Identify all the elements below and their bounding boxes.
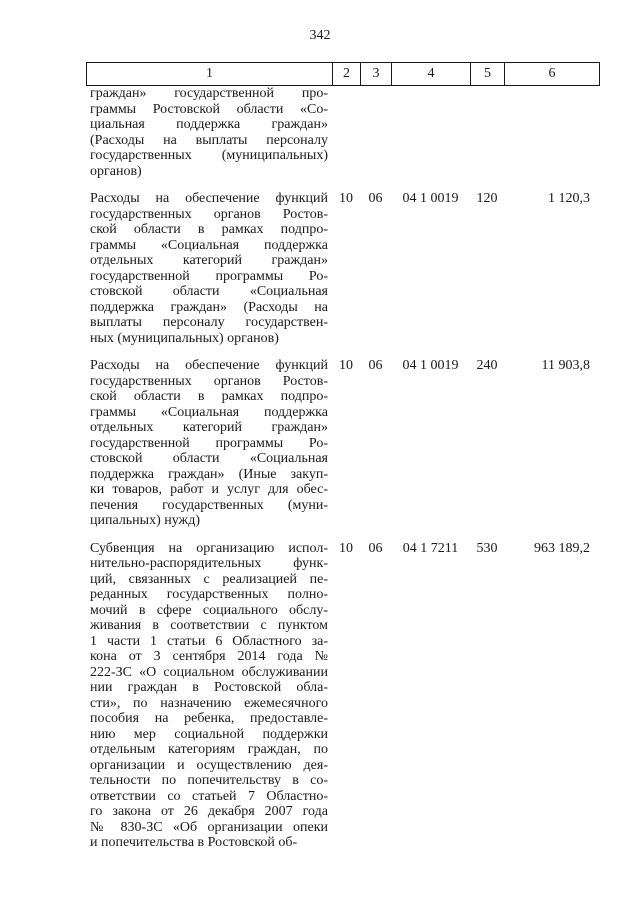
row-target-code (391, 86, 470, 179)
row-description (86, 191, 332, 346)
table-row (86, 191, 600, 346)
row-expense-type: 530 (476, 540, 498, 556)
description-line: ской области в рамках подпро- (90, 222, 328, 237)
description-line: государственной программы Ро- (90, 268, 328, 284)
description-line: 222-ЗС «О социальном обслуживании (90, 664, 328, 680)
description-line: (Расходы на выплаты персоналу (90, 132, 328, 148)
row-section (332, 86, 360, 179)
row-expense-type: 240 (476, 358, 498, 373)
page-number: 342 (309, 28, 331, 43)
row-description (86, 86, 332, 179)
column-header-1: 1 (87, 63, 333, 85)
row-target-code: 04 1 0019 (402, 191, 459, 206)
description-line: ций, связанных с реализацией пе- (90, 571, 328, 587)
description-line: организации и осуществлению дея- (90, 757, 328, 773)
description-line: ской области в рамках подпро- (90, 389, 328, 404)
table-body (86, 86, 600, 851)
description-line: граммы Ростовской области «Со- (90, 101, 328, 117)
description-line: пособия на ребенка, предоставле- (90, 711, 328, 726)
row-subsection: 06 (368, 358, 383, 373)
description-line: отдельных категорий граждан» (90, 253, 328, 268)
column-header-5: 5 (471, 63, 505, 85)
description-line: стовской области «Социальная (90, 284, 328, 299)
description-line: ных (муниципальных) органов) (90, 330, 279, 346)
description-line: Расходы на обеспечение функций (90, 191, 328, 206)
row-expense-type: 120 (476, 191, 498, 206)
column-header-4: 4 (392, 63, 471, 85)
description-line: государственной программы Ро- (90, 435, 328, 451)
row-amount: 1 120,3 (548, 191, 590, 206)
row-section: 10 (339, 540, 353, 556)
row-subsection: 06 (368, 540, 383, 556)
description-line: граждан» государственной про- (90, 86, 328, 101)
description-line: ответствии со статьей 7 Областно- (90, 788, 328, 804)
row-description (86, 358, 332, 529)
description-line: Расходы на обеспечение функций (90, 358, 328, 373)
column-header-2: 2 (333, 63, 361, 85)
description-line: и попечительства в Ростовской об- (90, 835, 298, 850)
description-line: органов) (90, 163, 142, 179)
row-section: 10 (339, 358, 353, 373)
description-line: ципальных) нужд) (90, 513, 201, 528)
description-line: поддержка граждан» (Расходы на (90, 299, 328, 315)
description-line: го закона от 26 декабря 2007 года (90, 804, 328, 819)
row-amount: 963 189,2 (534, 540, 590, 556)
row-amount: 11 903,8 (541, 358, 590, 373)
column-header-3: 3 (361, 63, 392, 85)
description-line: живания в соответствии с пунктом (90, 618, 328, 633)
row-subsection: 06 (368, 191, 383, 206)
description-line: государственных (муниципальных) (90, 148, 328, 163)
row-target-code: 04 1 7211 (402, 540, 459, 556)
description-line: циальная поддержка граждан» (90, 117, 328, 132)
column-header-6: 6 (548, 66, 556, 81)
row-description (86, 541, 332, 851)
table-row (86, 86, 600, 179)
description-line: тельности по попечительству в со- (90, 773, 328, 788)
description-line: граммы «Социальная поддержка (90, 404, 328, 420)
description-line: поддержка граждан» (Иные закуп- (90, 466, 328, 482)
description-line: выплаты персоналу государствен- (90, 315, 328, 330)
description-line: печения государственных (муни- (90, 497, 328, 513)
row-expense-type (470, 86, 504, 179)
description-line: стовской области «Социальная (90, 451, 328, 466)
description-line: 1 части 1 статьи 6 Областного за- (90, 633, 328, 649)
table-row (86, 541, 600, 851)
description-line: реданных государственных полно- (90, 587, 328, 602)
row-amount (504, 86, 598, 179)
row-target-code: 04 1 0019 (402, 358, 459, 373)
description-line: отдельным категориям граждан, по (90, 742, 328, 757)
description-line: государственных органов Ростов- (90, 373, 328, 389)
table-header (86, 62, 600, 86)
description-line: мочий в сфере социального обслу- (90, 602, 328, 618)
table-row (86, 358, 600, 529)
description-line: граммы «Социальная поддержка (90, 237, 328, 253)
row-section: 10 (339, 191, 353, 206)
description-line: нительно-распорядительных функ- (90, 556, 328, 571)
description-line: ки товаров, работ и услуг для обес- (90, 482, 328, 497)
description-line: нию мер социальной поддержки (90, 726, 328, 742)
description-line: Субвенция на организацию испол- (90, 540, 328, 556)
description-line: кона от 3 сентября 2014 года № (90, 649, 328, 664)
description-line: № 830-ЗС «Об организации опеки (90, 819, 328, 835)
description-line: нии граждан в Ростовской обла- (90, 680, 328, 695)
description-line: отдельных категорий граждан» (90, 420, 328, 435)
row-subsection (360, 86, 391, 179)
description-line: государственных органов Ростов- (90, 206, 328, 222)
description-line: сти», по назначению ежемесячного (90, 695, 328, 711)
